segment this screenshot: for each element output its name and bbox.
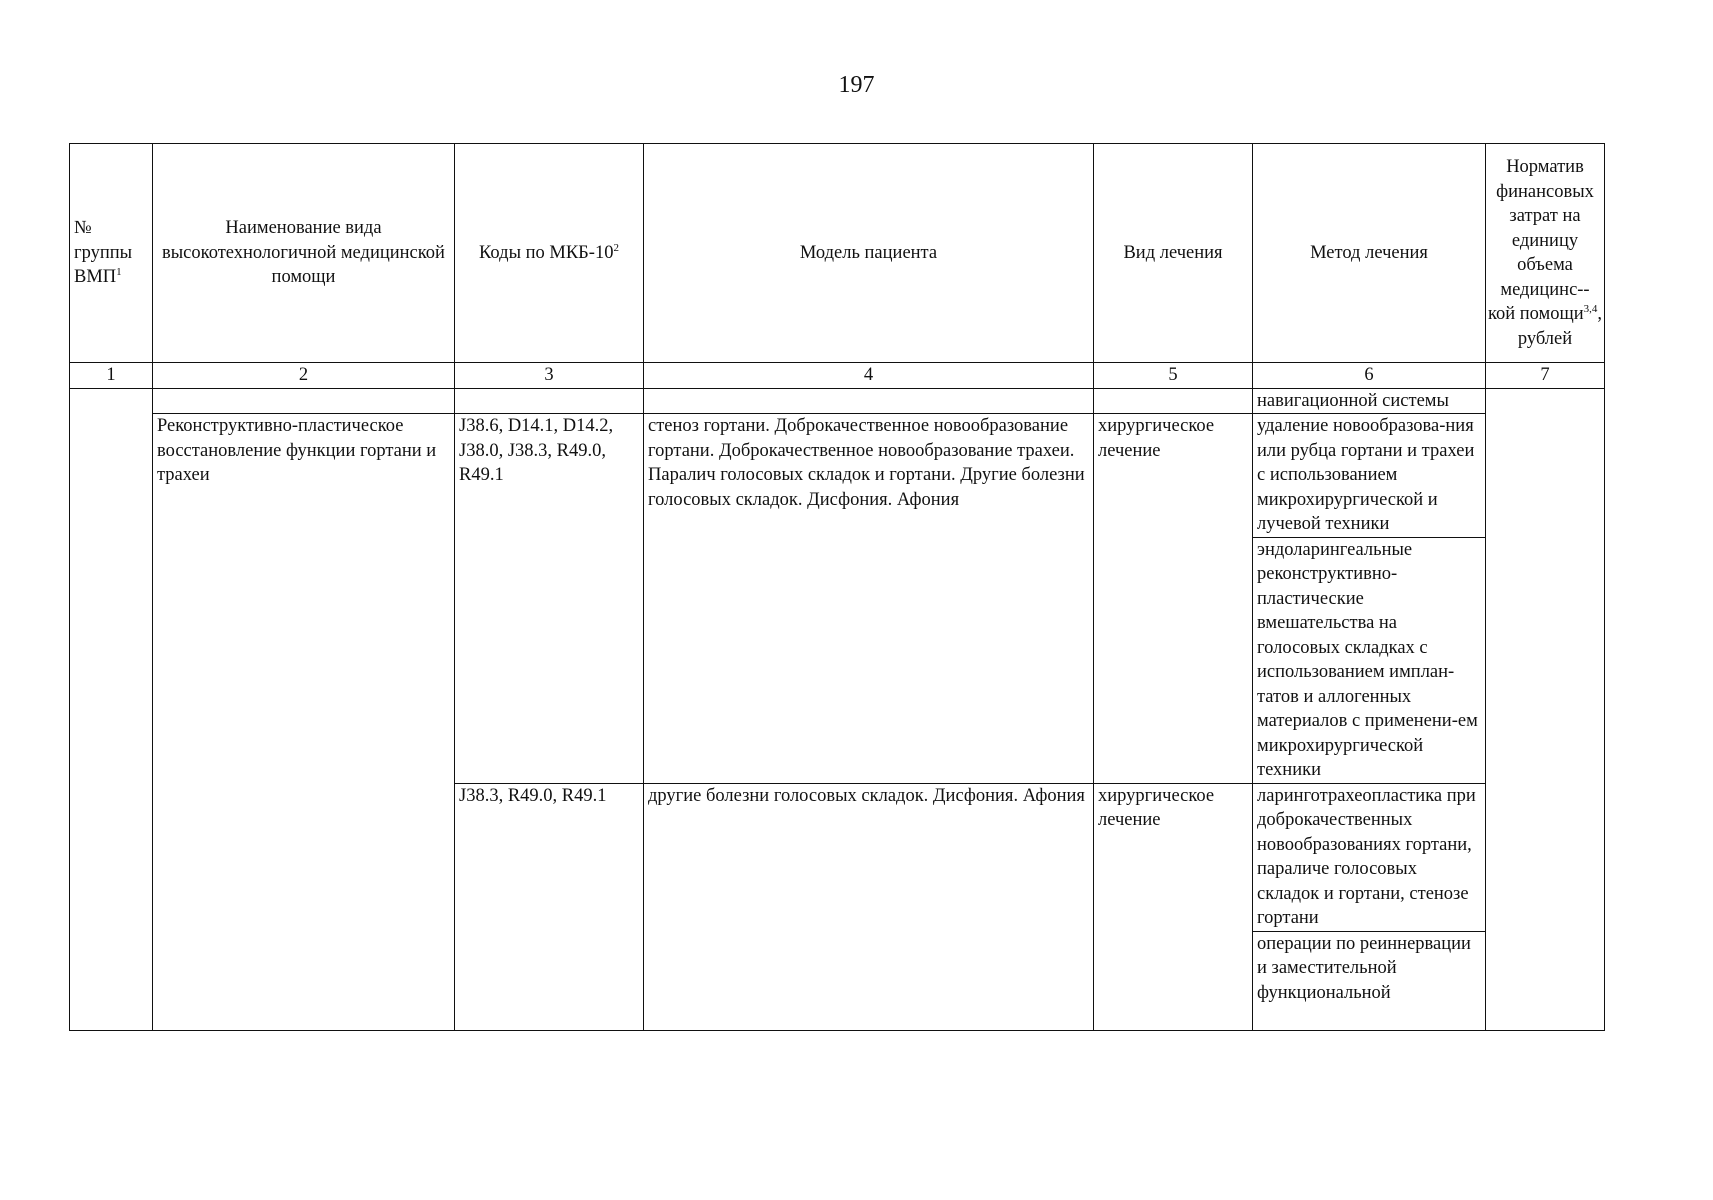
- header-patient-model: Модель пациента: [644, 144, 1094, 363]
- footnote-mark: 2: [613, 241, 619, 254]
- column-number: 6: [1253, 363, 1486, 389]
- column-number: 7: [1486, 363, 1605, 389]
- column-number: 1: [70, 363, 153, 389]
- column-number: 2: [153, 363, 455, 389]
- header-name: Наименование вида высокотехнологичной медицинской помощи: [153, 144, 455, 363]
- service-name-cell: Реконструктивно-пластическое восстановление функции гортани и трахеи: [153, 414, 455, 1031]
- treatment-type-cell: хирургическое лечение: [1094, 783, 1253, 1030]
- header-codes: [455, 144, 644, 363]
- footnote-mark: 3,4: [1583, 302, 1598, 315]
- header-cost-standard-tail: , рублей: [1517, 304, 1603, 349]
- patient-model-cell: стеноз гортани. Доброкачественное новообразование гортани. Доброкачественное новообразование трахеи. Паралич голосовых складок и гортани. Другие болезни голосовых складок. Дисфония. Афония: [644, 414, 1094, 784]
- treatment-method-cell: операции по реиннервации и заместительной функциональной: [1253, 931, 1486, 1030]
- service-name-cell-empty: [153, 388, 455, 414]
- column-number: 4: [644, 363, 1094, 389]
- treatment-method-cell: эндоларингеальные реконструктивно-пластические вмешательства на голосовых складках с использованием имплан-татов и аллогенных материалов с применени-ем микрохирургической техники: [1253, 537, 1486, 783]
- header-row: [70, 144, 1605, 363]
- header-treatment-type: Вид лечения: [1094, 144, 1253, 363]
- codes-cell: J38.6, D14.1, D14.2, J38.0, J38.3, R49.0, R49.1: [455, 414, 644, 784]
- column-number: 3: [455, 363, 644, 389]
- table-row: [70, 414, 1605, 538]
- treatment-type-cell-empty: [1094, 388, 1253, 414]
- header-cost-standard-text: Норматив финансовых затрат на единицу объема медицинс--кой помощи: [1487, 157, 1594, 324]
- table-row: [70, 388, 1605, 414]
- header-cost-standard: [1486, 144, 1605, 363]
- header-treatment-method: Метод лечения: [1253, 144, 1486, 363]
- codes-cell-empty: [455, 388, 644, 414]
- patient-model-cell: другие болезни голосовых складок. Дисфония. Афония: [644, 783, 1094, 1030]
- header-group-no: [70, 144, 153, 363]
- header-codes-text: Коды по МКБ-10: [479, 242, 614, 263]
- treatment-method-cell: навигационной системы: [1253, 388, 1486, 414]
- codes-cell: J38.3, R49.0, R49.1: [455, 783, 644, 1030]
- column-number: 5: [1094, 363, 1253, 389]
- footnote-mark: 1: [116, 266, 122, 279]
- group-no-cell: [70, 388, 153, 1030]
- cost-standard-cell: [1486, 388, 1605, 1030]
- header-group-no-text: № группы ВМП: [74, 218, 133, 288]
- patient-model-cell-empty: [644, 388, 1094, 414]
- column-number-row: [70, 363, 1605, 389]
- page-number: 197: [838, 72, 875, 98]
- treatment-method-cell: ларинготрахеопластика при доброкачественных новообразованиях гортани, параличе голосовых складок и гортани, стенозе гортани: [1253, 783, 1486, 931]
- treatment-type-cell: хирургическое лечение: [1094, 414, 1253, 784]
- vmp-table: [69, 143, 1605, 1031]
- treatment-method-cell: удаление новообразова-ния или рубца гортани и трахеи с использованием микрохирургической и лучевой техники: [1253, 414, 1486, 538]
